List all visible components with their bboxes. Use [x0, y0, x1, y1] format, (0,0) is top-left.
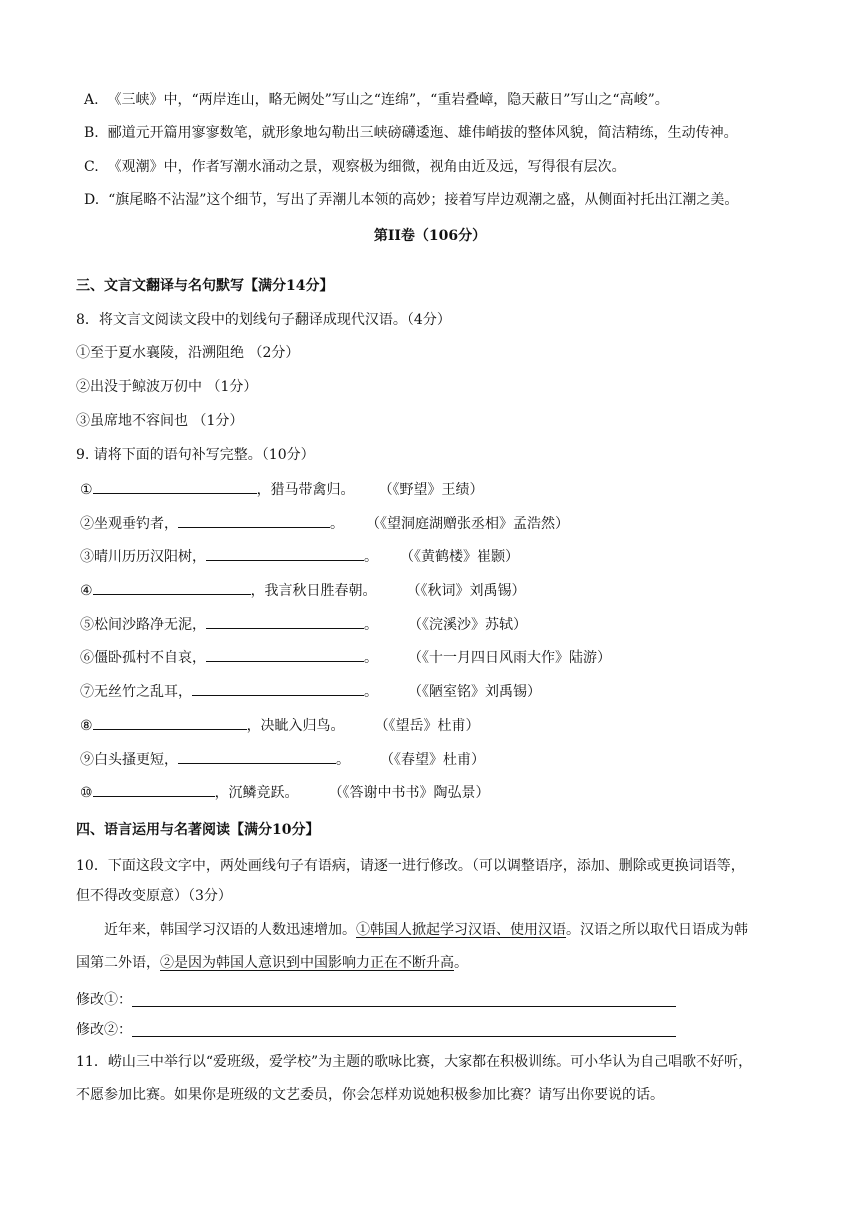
- underlined-sentence-1: ①韩国人掀起学习汉语、使用汉语: [356, 922, 566, 938]
- option-text: “旗尾略不沾湿”这个细节，写出了弄潮儿本领的高妙；接着写岸边观潮之盛，从侧面衬托出江潮之美。: [108, 192, 739, 208]
- option-text: 郦道元开篇用寥寥数笔，就形象地勾勒出三峡磅礴逶迤、雄伟峭拔的整体风貌，简洁精练，生动传神。: [107, 125, 738, 141]
- section3-heading: 三、文言文翻译与名句默写【满分14分】: [76, 278, 334, 294]
- q9-item: ⑧ ，决眦入归鸟。 （《望岳》杜甫）: [80, 715, 480, 736]
- poem-source: （《黄鹤楼》崔颢）: [400, 549, 519, 565]
- answer-blank[interactable]: [93, 782, 215, 797]
- poem-source: （《望洞庭湖赠张丞相》孟浩然）: [366, 516, 569, 532]
- option-b: [84, 123, 738, 143]
- question-9: 9. 请将下面的语句补写完整。（10分）: [76, 447, 315, 463]
- question-11-line2: 不愿参加比赛。如果你是班级的文艺委员，你会怎样劝说她积极参加比赛？请写出你要说的话。: [76, 1087, 664, 1103]
- q9-item: ① ，猎马带禽归。 （《野望》王绩）: [80, 479, 484, 500]
- option-label: B.: [84, 125, 99, 141]
- fix-1-answer-line[interactable]: [132, 1005, 676, 1007]
- q9-item: ③晴川历历汉阳树， 。 （《黄鹤楼》崔颢）: [80, 546, 519, 567]
- question-8: 8．将文言文阅读文段中的划线句子翻译成现代汉语。（4分）: [76, 312, 451, 328]
- q9-item: ④ ，我言秋日胜春朝。 （《秋词》刘禹锡）: [80, 580, 526, 601]
- option-d: [84, 190, 738, 210]
- q9-item: ⑤松间沙路净无泥， 。 （《浣溪沙》苏轼）: [80, 614, 527, 635]
- q9-item: ②坐观垂钓者， 。 （《望洞庭湖赠张丞相》孟浩然）: [80, 513, 569, 534]
- question-11-line1: 11．崂山三中举行以“爱班级，爱学校”为主题的歌咏比赛，大家都在积极训练。可小华认为自己唱歌不好听，: [76, 1054, 753, 1070]
- poem-source: （《春望》杜甫）: [380, 752, 485, 768]
- question-10-line1: 10．下面这段文字中，两处画线句子有语病，请逐一进行修改。（可以调整语序，添加、删除或更换词语等，: [76, 858, 745, 874]
- fix-2-answer-line[interactable]: [132, 1035, 676, 1037]
- answer-blank[interactable]: [93, 479, 257, 494]
- underlined-sentence-2: ②是因为韩国人意识到中国影响力正在不断升高: [160, 955, 454, 971]
- passage-line1: 近年来，韩国学习汉语的人数迅速增加。①韩国人掀起学习汉语、使用汉语。汉语之所以取代日语成为韩: [104, 922, 748, 938]
- answer-blank[interactable]: [178, 513, 330, 528]
- answer-blank[interactable]: [192, 681, 364, 696]
- poem-source: （《秋词》刘禹锡）: [406, 583, 526, 599]
- poem-source: （《野望》王绩）: [378, 482, 484, 498]
- option-a: [84, 90, 669, 110]
- fix-1-label: 修改①：: [76, 992, 132, 1008]
- q8-item-3: ③虽席地不容间也 （1分）: [76, 413, 244, 429]
- option-label: D.: [84, 192, 100, 208]
- answer-blank[interactable]: [178, 749, 336, 764]
- q9-item: ⑨白头搔更短， 。 （《春望》杜甫）: [80, 749, 485, 770]
- answer-blank[interactable]: [206, 546, 364, 561]
- passage-line2: 国第二外语，②是因为韩国人意识到中国影响力正在不断升高。: [76, 955, 468, 971]
- answer-blank[interactable]: [206, 614, 364, 629]
- q9-item: ⑦无丝竹之乱耳， 。 （《陋室铭》刘禹锡）: [80, 681, 541, 702]
- poem-source: （《十一月四日风雨大作》陆游）: [408, 650, 611, 666]
- q9-item: ⑩ ，沉鳞竞跃。 （《答谢中书书》陶弘景）: [80, 782, 490, 803]
- option-label: C.: [84, 159, 99, 175]
- section-title: 第II卷（106分）: [373, 228, 487, 244]
- option-text: 《观潮》中，作者写潮水涌动之景，观察极为细微，视角由近及远，写得很有层次。: [107, 159, 626, 175]
- fix-2-label: 修改②：: [76, 1022, 132, 1038]
- answer-blank[interactable]: [93, 715, 247, 730]
- poem-source: （《望岳》杜甫）: [374, 718, 480, 734]
- section4-heading: 四、语言运用与名著阅读【满分10分】: [76, 822, 320, 838]
- poem-source: （《浣溪沙》苏轼）: [408, 617, 527, 633]
- poem-source: （《答谢中书书》陶弘景）: [328, 785, 490, 801]
- answer-blank[interactable]: [93, 580, 251, 595]
- q8-item-1: ①至于夏水襄陵，沿溯阻绝 （2分）: [76, 345, 300, 361]
- answer-blank[interactable]: [206, 647, 364, 662]
- option-c: [84, 157, 626, 177]
- option-label: A.: [84, 92, 99, 108]
- option-text: 《三峡》中，“两岸连山，略无阙处”写山之“连绵”，“重岩叠嶂，隐天蔽日”写山之“高峻”。: [107, 92, 669, 108]
- poem-source: （《陋室铭》刘禹锡）: [408, 684, 541, 700]
- q8-item-2: ②出没于鲸波万仞中 （1分）: [76, 379, 258, 395]
- question-10-line2: 但不得改变原意）（3分）: [76, 888, 232, 904]
- q9-item: ⑥僵卧孤村不自哀， 。 （《十一月四日风雨大作》陆游）: [80, 647, 611, 668]
